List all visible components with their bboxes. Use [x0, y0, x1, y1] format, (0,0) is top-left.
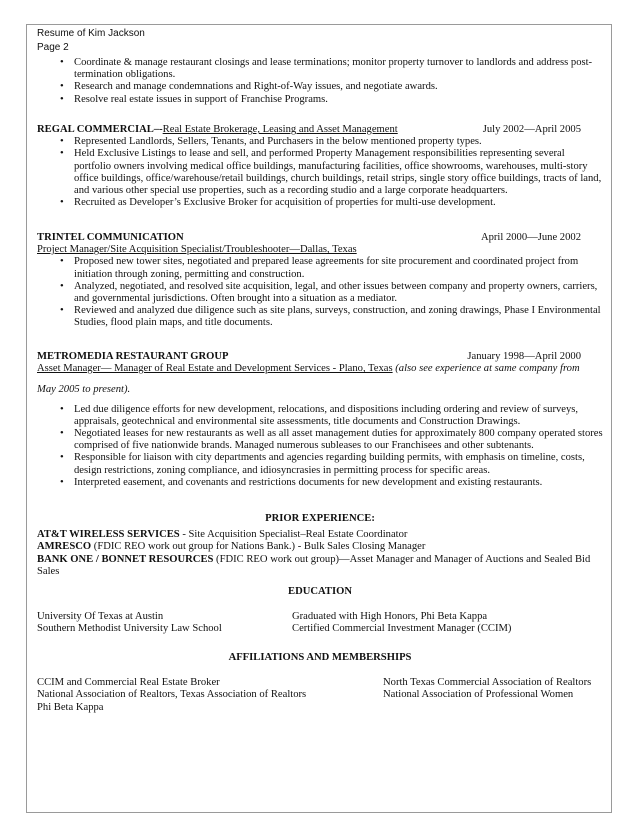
education-detail: Certified Commercial Investment Manager (CCIM): [292, 623, 512, 635]
list-item: • Research and manage condemnations and Right-of-Way issues, and negotiate awards.: [37, 81, 603, 93]
company-name: BANK ONE / BONNET RESOURCES: [37, 553, 214, 565]
list-item: • Reviewed and analyzed due diligence such as site plans, surveys, construction, and zoning drawings, Phase I Environmental Studies, flood plain maps, and title documents.: [37, 305, 603, 329]
job-header: [37, 124, 603, 136]
prior-description: (FDIC REO work out group)—Asset Manager and Manager of Auctions and Sealed Bid Sales: [37, 553, 591, 577]
job-dates: July 2002—April 2005: [482, 124, 581, 135]
list-item: • Negotiated leases for new restaurants as well as all asset management duties for approximately 800 company operated stores comprised of five nationwide brands. Managed numerous subleases to our Franchisees and other subtenants.: [37, 428, 603, 452]
metromedia-section: [37, 351, 603, 489]
job-role: Asset Manager— Manager of Real Estate and Development Services - Plano, Texas: [37, 363, 393, 375]
education-row: [37, 623, 603, 635]
affiliation-row: [37, 677, 603, 689]
affiliation-left: National Association of Realtors, Texas Association of Realtors: [37, 689, 307, 701]
job-role: Project Manager/Site Acquisition Specialist/Troubleshooter—Dallas, Texas: [37, 244, 357, 256]
company-name: AMRESCO: [37, 541, 92, 553]
metromedia-bullet-list: [37, 404, 603, 489]
prior-item: [37, 541, 603, 553]
job-header: [37, 351, 603, 363]
role-note: (also see experience at same company from: [395, 363, 580, 375]
trintel-bullet-list: [37, 256, 603, 329]
job-role: Real Estate Brokerage, Leasing and Asset Management: [162, 124, 398, 135]
resume-title: Resume of Kim Jackson: [37, 28, 145, 39]
school-name: Southern Methodist University Law School: [37, 623, 222, 635]
affiliations-section: [37, 652, 603, 714]
intro-section: [37, 57, 603, 106]
job-dates: January 1998—April 2000: [467, 351, 581, 362]
prior-description: (FDIC REO work out group for Nations Bank.) - Bulk Sales Closing Manager: [91, 541, 426, 553]
section-heading: PRIOR EXPERIENCE:: [265, 513, 375, 524]
list-item: • Coordinate & manage restaurant closings and lease terminations; monitor property turnover to landlords and address post-termination obligations.: [37, 57, 603, 81]
prior-experience-section: [37, 513, 603, 578]
job-dates: April 2000—June 2002: [480, 232, 581, 243]
company-name: METROMEDIA RESTAURANT GROUP: [37, 351, 229, 362]
section-heading: EDUCATION: [288, 586, 352, 597]
list-item: • Responsible for liaison with city departments and agencies regarding building permits, with emphasis on timeline, costs, design restrictions, zoning compliance, and idiosyncrasies in permitting process for specific areas.: [37, 452, 603, 476]
list-item: • Interpreted easement, and covenants and restrictions documents for new development and existing restaurants.: [37, 477, 603, 489]
regal-section: [37, 124, 603, 209]
company-name: TRINTEL COMMUNICATION: [37, 232, 184, 243]
job-role-line: [37, 363, 603, 375]
job-header: [37, 232, 603, 244]
education-section: [37, 586, 603, 636]
separator: –-: [153, 124, 163, 135]
education-row: [37, 611, 603, 623]
prior-item: [37, 554, 603, 578]
list-item: • Analyzed, negotiated, and resolved site acquisition, legal, and other issues between company and property owners, carriers, and governmental jurisdictions. Often brought into a situation as a mediator.: [37, 281, 603, 305]
education-detail: Graduated with High Honors, Phi Beta Kappa: [292, 611, 488, 623]
role-note-continued: May 2005 to present).: [37, 384, 131, 396]
regal-bullet-list: [37, 136, 603, 209]
prior-description: - Site Acquisition Specialist–Real Estate Coordinator: [179, 529, 408, 541]
list-item: • Recruited as Developer’s Exclusive Broker for acquisition of properties for multi-use development.: [37, 197, 603, 209]
company-name: AT&T WIRELESS SERVICES: [37, 529, 180, 541]
prior-item: [37, 529, 603, 541]
list-item: • Proposed new tower sites, negotiated and prepared lease agreements for site procurement and coordinated project from initiation through zoning, permitting and construction.: [37, 256, 603, 280]
affiliation-left: Phi Beta Kappa: [37, 701, 104, 713]
company-name: REGAL COMMERCIAL: [37, 124, 154, 135]
list-item: • Held Exclusive Listings to lease and sell, and performed Property Management responsibilities representing several portfolio owners involving medical office buildings, manufacturing facilities, office showrooms, warehouses, multi-story office buildings, office/warehouse/retail buildings, church buildings, retail strips, single story office buildings, tracts of land, and various other special use properties, such as a recording studio and a large corporate headquarters.: [37, 148, 603, 197]
section-heading: AFFILIATIONS AND MEMBERSHIPS: [228, 652, 412, 663]
affiliation-left: CCIM and Commercial Real Estate Broker: [37, 677, 220, 689]
trintel-section: [37, 232, 603, 330]
affiliation-row: [37, 689, 603, 701]
affiliation-row: [37, 702, 603, 714]
list-item: • Led due diligence efforts for new development, relocations, and dispositions including ordering and review of surveys, appraisals, geotechnical and environmental site assessments, title documents and Construction Drawings.: [37, 404, 603, 428]
list-item: • Resolve real estate issues in support of Franchise Programs.: [37, 94, 603, 106]
resume-page: [26, 24, 612, 813]
affiliation-right: National Association of Professional Women: [383, 689, 574, 701]
affiliation-right: North Texas Commercial Association of Realtors: [383, 677, 592, 689]
school-name: University Of Texas at Austin: [37, 611, 164, 623]
list-item: • Represented Landlords, Sellers, Tenants, and Purchasers in the below mentioned property types.: [37, 136, 603, 148]
page-number: Page 2: [37, 42, 69, 53]
intro-bullet-list: [37, 57, 603, 106]
